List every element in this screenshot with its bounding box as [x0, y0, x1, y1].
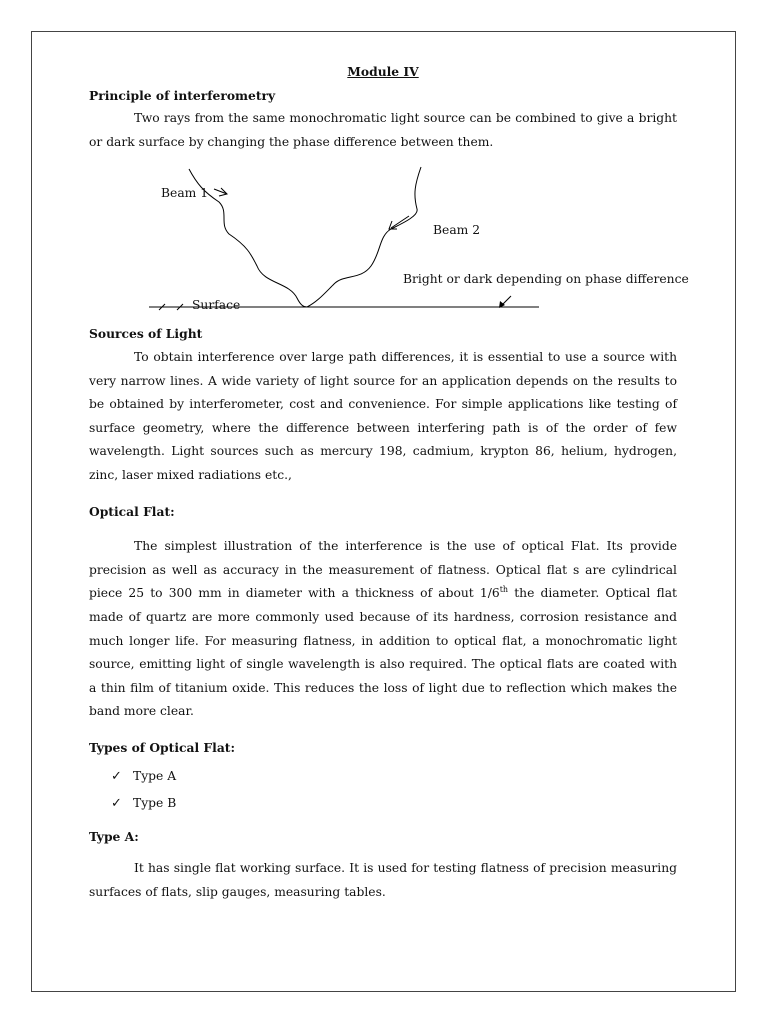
- label-surface: Surface: [192, 298, 241, 313]
- types-list: [89, 763, 677, 817]
- interference-diagram: [79, 154, 689, 322]
- checkmark-icon: ✓: [111, 769, 122, 785]
- document-body: [89, 60, 689, 904]
- module-title: Module IV: [347, 64, 419, 79]
- checkmark-icon: ✓: [111, 796, 122, 812]
- label-beam2: Beam 2: [433, 223, 481, 238]
- list-item: ✓ Type B: [111, 790, 677, 817]
- para-sources: To obtain interference over large path differences, it is essential to use a source with very narrow lines. A wide variety of light source for an application depends on the results to be obtained by interferometer, cost and convenience. For simple applications like testing of surface geometry, where the difference between interfering path is of the order of few wavelength. Light sources such as mercury 198, cadmium, krypton 86, helium, hydrogen, zinc, laser mixed radiations etc.,: [89, 349, 677, 482]
- heading-type-a: Type A:: [89, 829, 139, 845]
- para-optical-flat: The simplest illustration of the interference is the use of optical Flat. Its provide precision as well as accuracy in the measurement of flatness. Optical flat s are cylindrical piece 25 to 300 mm in diameter with a thickness of about 1/6th the diameter. Optical flat made of quartz are more commonly used because of its hardness, corrosion resistance and much longer life. For measuring flatness, in addition to optical flat, a monochromatic light source, emitting light of single wavelength is also required. The optical flats are coated with a thin film of titanium oxide. This reduces the loss of light due to reflection which makes the band more clear.: [89, 539, 677, 719]
- heading-interferometry: Principle of interferometry: [89, 87, 276, 103]
- diagram-svg: [79, 154, 679, 322]
- label-bright-dark: Bright or dark depending on phase difference: [403, 272, 689, 287]
- heading-types: Types of Optical Flat:: [89, 739, 236, 755]
- label-beam1: Beam 1: [161, 186, 209, 201]
- list-item: ✓ Type A: [111, 763, 677, 790]
- para-interferometry: Two rays from the same monochromatic light source can be combined to give a bright or dark surface by changing the phase difference between them.: [89, 111, 677, 149]
- para-type-a: It has single flat working surface. It is used for testing flatness of precision measuring surfaces of flats, slip gauges, measuring tables.: [89, 861, 677, 899]
- heading-sources: Sources of Light: [89, 326, 203, 342]
- heading-optical-flat: Optical Flat:: [89, 503, 175, 519]
